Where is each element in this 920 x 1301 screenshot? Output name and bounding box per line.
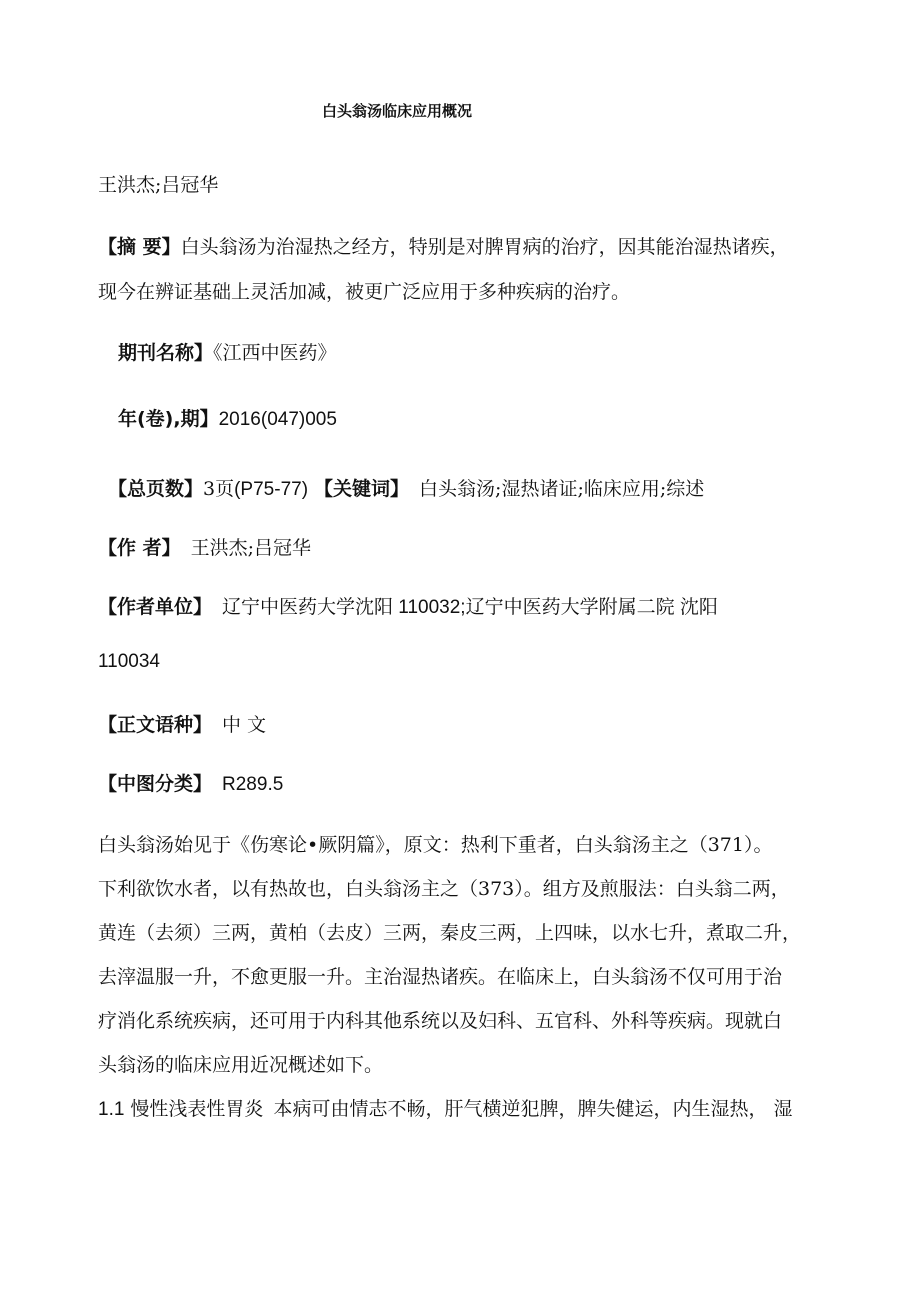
body-line-2: 下利欲饮水者，以有热故也，白头翁汤主之（373）。组方及煎服法：白头翁二两， (98, 878, 790, 900)
affiliation-line-1: 辽宁中医药大学沈阳 110032;辽宁中医药大学附属二院 沈阳 (222, 597, 718, 618)
author-value: 王洪杰;吕冠华 (190, 537, 312, 559)
affiliation-label: 【作者单位】 (98, 596, 213, 618)
language-label: 【正文语种】 (98, 714, 213, 736)
affiliation-row (98, 595, 718, 620)
author-row (98, 536, 311, 560)
pages-label: 【总页数】 (108, 478, 204, 500)
section-heading: 慢性浅表性胃炎 (130, 1098, 264, 1120)
abstract-line-2: 现今在辨证基础上灵活加减，被更广泛应用于多种疾病的治疗。 (98, 281, 631, 303)
affiliation-line-2: 110034 (98, 651, 160, 672)
section-number: 1.1 (98, 1099, 125, 1120)
journal-label: 期刊名称】 (118, 342, 214, 364)
language-value: 中 文 (222, 714, 267, 736)
classification-value: R289.5 (222, 774, 284, 795)
body-line-1: 白头翁汤始见于《伤寒论•厥阴篇》，原文：热利下重者，白头翁汤主之（371）。 (98, 834, 773, 856)
journal-row (118, 341, 337, 365)
abstract-label: 【摘 要】 (98, 236, 181, 258)
year-issue-value: 2016(047)005 (218, 409, 337, 430)
body-line-3: 黄连（去须）三两，黄柏（去皮）三两，秦皮三两，上四味，以水七升，煮取二升， (98, 922, 802, 944)
keywords-label: 【关键词】 (314, 478, 410, 500)
body-line-6: 头翁汤的临床应用近况概述如下。 (98, 1054, 384, 1076)
authors-line: 王洪杰;吕冠华 (98, 174, 219, 196)
language-row (98, 713, 266, 737)
keywords-value: 白头翁汤;湿热诸证;临床应用;综述 (419, 478, 705, 500)
body-line-4: 去滓温服一升，不愈更服一升。主治湿热诸疾。在临床上，白头翁汤不仅可用于治 (98, 966, 783, 988)
year-issue-label: 年(卷),期】 (118, 408, 219, 430)
section-text: 本病可由情志不畅，肝气横逆犯脾，脾失健运，内生湿热， 湿 (273, 1098, 793, 1120)
pages-value-prefix: 3页 (203, 478, 235, 500)
document-title: 白头翁汤临床应用概况 (322, 102, 473, 120)
abstract-line-1 (98, 235, 789, 259)
journal-value: 《江西中医药》 (213, 342, 337, 364)
classification-row (98, 772, 283, 797)
pages-keywords-row (108, 477, 704, 502)
classification-label: 【中图分类】 (98, 773, 213, 795)
body-line-5: 疗消化系统疾病，还可用于内科其他系统以及妇科、五官科、外科等疾病。现就白 (98, 1010, 783, 1032)
section-1-1 (98, 1097, 792, 1122)
abstract-text-1: 白头翁汤为治湿热之经方，特别是对脾胃病的治疗，因其能治湿热诸疾， (180, 236, 789, 258)
author-label: 【作 者】 (98, 537, 181, 559)
pages-value-range: (P75-77) (234, 479, 309, 500)
year-issue-row (118, 407, 337, 432)
